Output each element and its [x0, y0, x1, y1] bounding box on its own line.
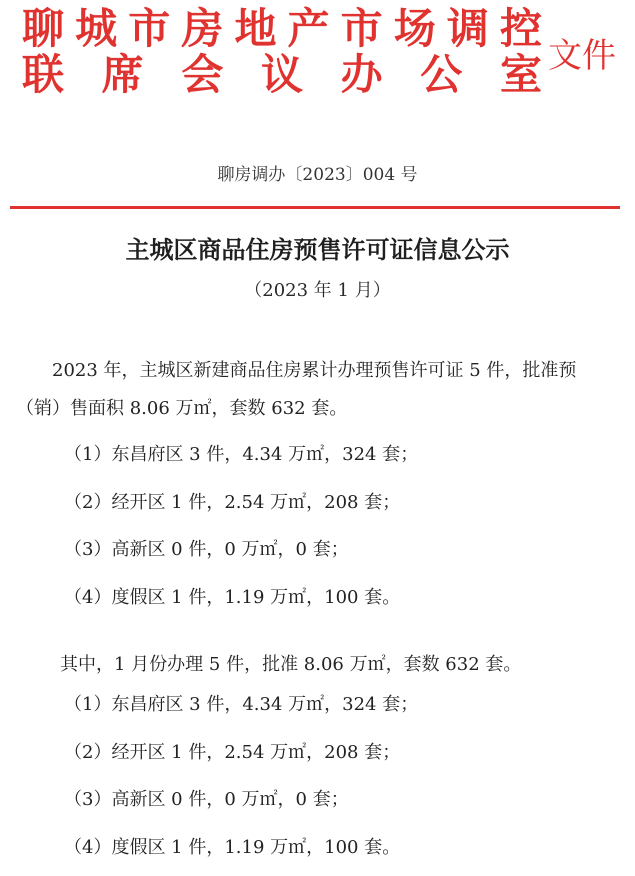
header-suffix: 文件	[548, 36, 616, 76]
header-char: 联	[22, 52, 64, 98]
monthly-paragraph: 其中，1 月份办理 5 件，批准 8.06 万㎡，套数 632 套。	[60, 646, 521, 684]
list-item: （1）东昌府区 3 件，4.34 万㎡，324 套；	[64, 436, 418, 484]
document-number: 聊房调办〔2023〕004 号	[0, 160, 635, 185]
header-char: 城	[75, 6, 117, 52]
header-org-line-2	[22, 52, 542, 98]
header-char: 房	[181, 6, 223, 52]
header-org-line-1	[22, 6, 542, 52]
summary-paragraph: 2023 年，主城区新建商品住房累计办理预售许可证 5 件，批准预（销）售面积 8.06 万㎡，套数 632 套。	[16, 352, 621, 428]
list-item: （4）度假区 1 件，1.19 万㎡，100 套。	[64, 579, 418, 627]
header-char: 地	[234, 6, 276, 52]
header-char: 办	[341, 52, 383, 98]
list-item: （2）经开区 1 件，2.54 万㎡，208 套；	[64, 734, 418, 782]
document-header	[22, 6, 542, 98]
list-item: （2）经开区 1 件，2.54 万㎡，208 套；	[64, 484, 418, 532]
header-char: 场	[394, 6, 436, 52]
list-item: （1）东昌府区 3 件，4.34 万㎡，324 套；	[64, 686, 418, 734]
header-char: 聊	[22, 6, 64, 52]
header-char: 会	[181, 52, 223, 98]
header-char: 室	[500, 52, 542, 98]
document-date: （2023 年 1 月）	[0, 276, 635, 302]
header-char: 席	[102, 52, 144, 98]
header-char: 控	[500, 6, 542, 52]
header-char: 市	[128, 6, 170, 52]
document-title: 主城区商品住房预售许可证信息公示	[0, 230, 635, 265]
header-char: 产	[288, 6, 330, 52]
summary-list	[64, 436, 418, 626]
header-char: 调	[447, 6, 489, 52]
header-char: 议	[261, 52, 303, 98]
header-char: 市	[341, 6, 383, 52]
list-item: （3）高新区 0 件，0 万㎡，0 套；	[64, 531, 418, 579]
red-divider	[10, 206, 620, 209]
list-item: （4）度假区 1 件，1.19 万㎡，100 套。	[64, 829, 418, 876]
header-char: 公	[420, 52, 462, 98]
list-item: （3）高新区 0 件，0 万㎡，0 套；	[64, 781, 418, 829]
